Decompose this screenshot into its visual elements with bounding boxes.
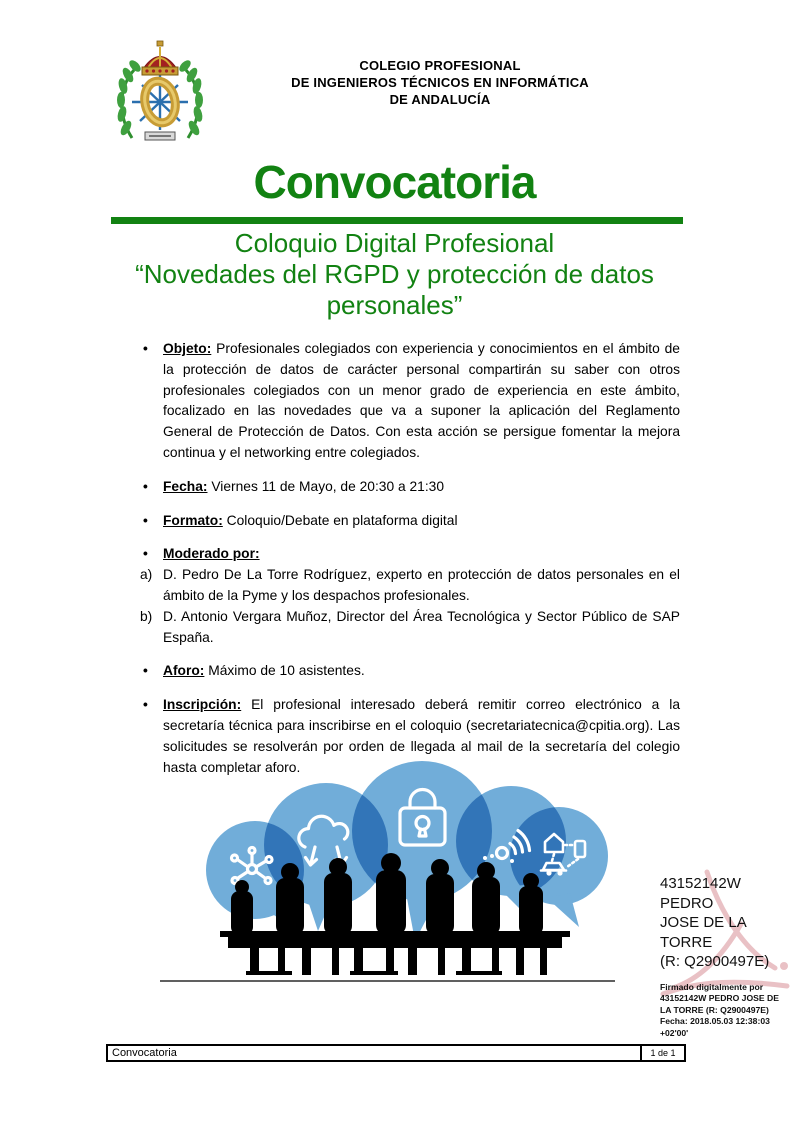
moderador-item-b (140, 607, 680, 649)
bullet-marker: • (143, 478, 148, 494)
title-divider-rule (111, 217, 683, 224)
bullet-marker: • (143, 663, 148, 679)
subtitle-line-2: “Novedades del RGPD y protección de datos personales” (135, 259, 654, 320)
digital-signature-block (660, 874, 793, 1039)
subtitle-line-1: Coloquio Digital Profesional (234, 228, 555, 258)
signer-name: 43152142W PEDRO JOSE DE LA TORRE (R: Q2900497E) (660, 875, 770, 970)
fecha-text: Viernes 11 de Mayo, de 20:30 a 21:30 (211, 478, 445, 494)
digital-meeting-illustration (150, 757, 650, 987)
aforo-text: Máximo de 10 asistentes. (208, 663, 365, 679)
footer-document-title: Convocatoria (112, 1047, 177, 1059)
organization-name (200, 57, 680, 108)
list-marker-a: a) (140, 567, 153, 583)
banner-scroll (145, 132, 175, 140)
section-fecha (143, 477, 680, 498)
section-formato (143, 511, 680, 532)
objeto-text: Profesionales colegiados con experiencia y conocimientos en el ámbito de la protección de datos de carácter personal compartirán su saber con otros profesionales colegiados con un menor grado de experiencia en este ámbito, focalizado en las novedades que va a suponer la aplicación del Reglamento General de Protección de Datos. Con esta acción se persigue fomentar la mejora continua y el networking entre colegiados. (163, 341, 680, 460)
colegio-crest-logo (112, 40, 208, 146)
aforo-label: Aforo: (163, 663, 205, 679)
page-title: Convocatoria (253, 156, 536, 208)
objeto-label: Objeto: (163, 341, 212, 356)
event-subtitle (106, 228, 683, 321)
bullet-marker: • (143, 512, 148, 528)
formato-label: Formato: (163, 512, 223, 528)
org-line-1: COLEGIO PROFESIONAL (359, 58, 521, 73)
bullet-marker: • (143, 341, 148, 356)
document-body (140, 339, 680, 791)
moderador-b-text: D. Antonio Vergara Muñoz, Director del Área Tecnológica y Sector Público de SAP España. (163, 608, 680, 645)
footer-page-number: 1 de 1 (640, 1046, 684, 1060)
section-moderado (140, 544, 680, 648)
moderador-a-text: D. Pedro De La Torre Rodríguez, experto en protección de datos personales en el ámbito de la Pyme y los despachos profesionales. (163, 567, 680, 603)
fecha-label: Fecha: (163, 478, 208, 494)
signature-details: Firmado digitalmente por 43152142W PEDRO JOSE DE LA TORRE (R: Q2900497E) Fecha: 2018.05.03 12:38:03 +02'00' (660, 981, 779, 1038)
section-aforo (143, 661, 680, 682)
formato-text: Coloquio/Debate en plataforma digital (226, 512, 458, 528)
org-line-3: DE ANDALUCÍA (389, 92, 491, 107)
inscripcion-label: Inscripción: (163, 697, 242, 713)
list-marker-b: b) (140, 608, 153, 624)
moderador-item-a (140, 565, 680, 607)
bullet-marker: • (143, 546, 148, 562)
section-objeto (143, 339, 680, 464)
moderado-label: Moderado por: (163, 546, 260, 562)
inscripcion-text: El profesional interesado deberá remitir correo electrónico a la secretaría técnica para inscribirse en el coloquio (secretariatecnica@cpitia.org). Las solicitudes se resolverán por orden de llegada al mail de la secretaría del colegio hasta completar aforo. (163, 697, 680, 775)
org-line-2: DE INGENIEROS TÉCNICOS EN INFORMÁTICA (291, 75, 589, 90)
bullet-marker: • (143, 697, 148, 713)
footer-table (106, 1044, 686, 1062)
crown (142, 41, 178, 75)
